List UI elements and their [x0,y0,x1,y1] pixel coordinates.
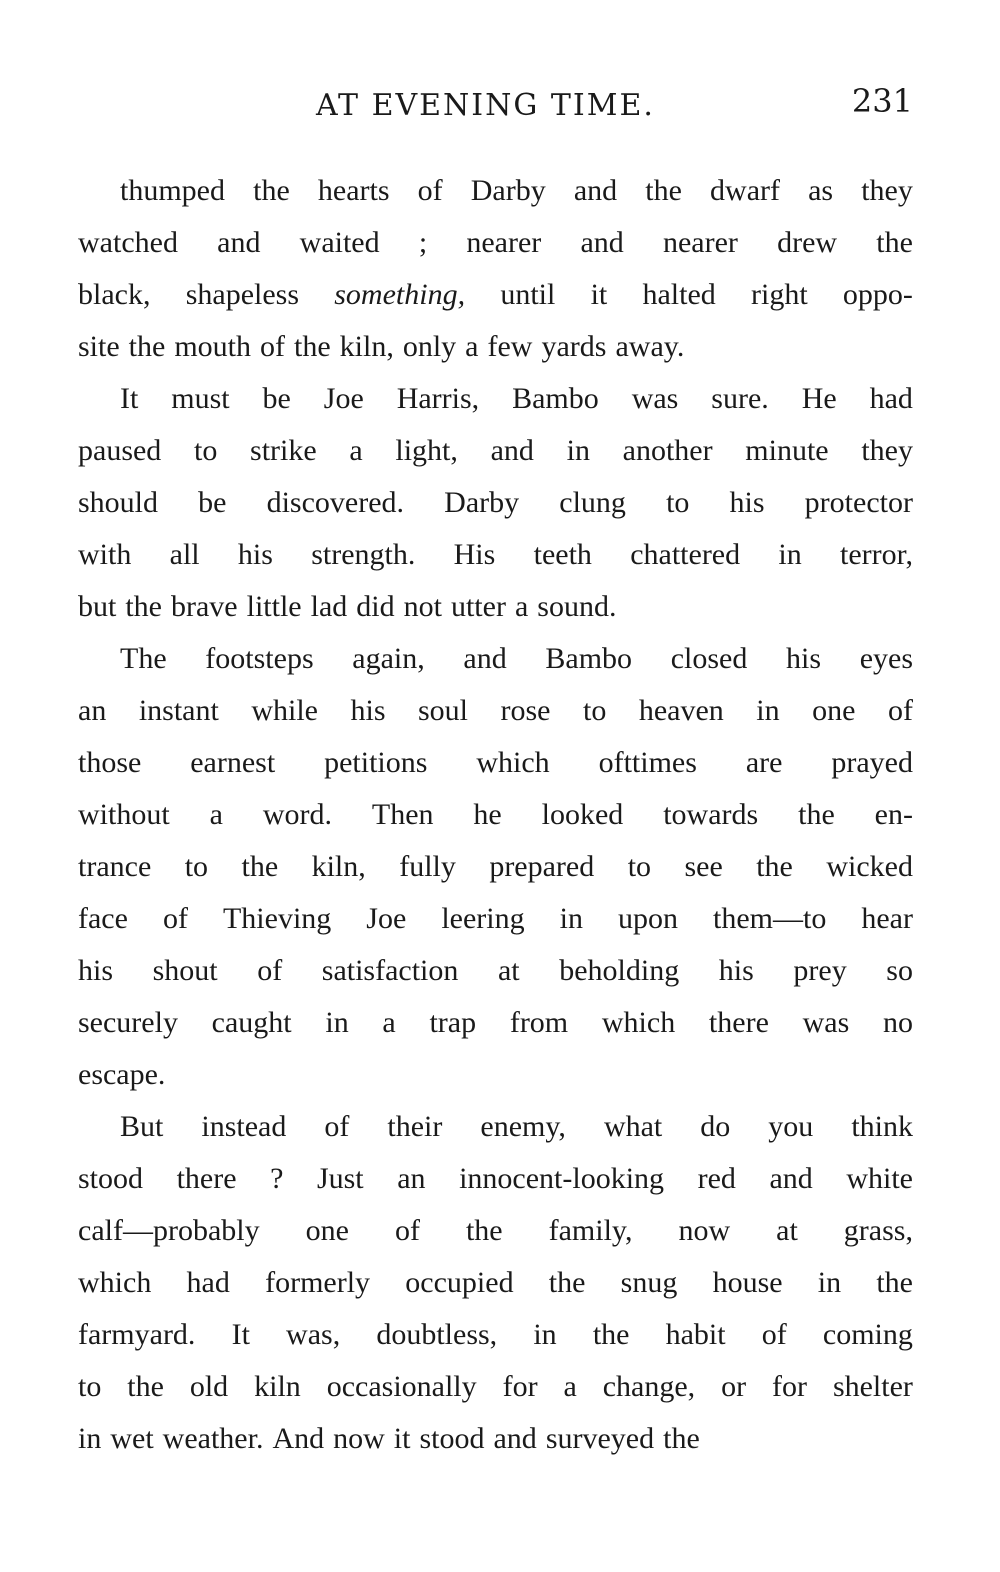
paragraph [78,373,913,633]
text-line: but the brave little lad did not utter a sound. [78,590,617,623]
text-line: But instead of their enemy, what do you think [120,1110,913,1143]
text-line: to the old kiln occasionally for a change, or for shelter [78,1370,913,1403]
text-line: black, shapeless something, until it halted right oppo- [78,278,913,311]
text-line: should be discovered. Darby clung to his protector [78,486,913,519]
text-line: without a word. Then he looked towards the en- [78,798,913,831]
text-line: thumped the hearts of Darby and the dwarf as they [120,174,913,207]
running-title: AT EVENING TIME. [316,88,655,123]
text-line: with all his strength. His teeth chattered in terror, [78,538,913,571]
text-line: calf—probably one of the family, now at grass, [78,1214,913,1247]
text-line: which had formerly occupied the snug house in the [78,1266,913,1299]
running-head [78,70,913,140]
text-line: face of Thieving Joe leering in upon them—to hear [78,902,913,935]
paragraph [78,165,913,373]
text-line: The footsteps again, and Bambo closed his eyes [120,642,913,675]
text-line: trance to the kiln, fully prepared to see the wicked [78,850,913,883]
page-number: 231 [851,82,913,120]
text-line: those earnest petitions which ofttimes are prayed [78,746,913,779]
text-line: in wet weather. And now it stood and surveyed the [78,1422,700,1455]
text-line: site the mouth of the kiln, only a few yards away. [78,330,685,363]
text-line: watched and waited ; nearer and nearer drew the [78,226,913,259]
text-line: stood there ? Just an innocent-looking red and white [78,1162,913,1195]
body-text [78,165,913,1465]
text-line: It must be Joe Harris, Bambo was sure. He had [120,382,913,415]
paragraph [78,633,913,1101]
text-line: paused to strike a light, and in another minute they [78,434,913,467]
text-line: securely caught in a trap from which there was no [78,1006,913,1039]
text-line: escape. [78,1058,166,1091]
text-line: farmyard. It was, doubtless, in the habit of coming [78,1318,913,1351]
book-page [78,70,913,1465]
paragraph [78,1101,913,1465]
text-line: his shout of satisfaction at beholding his prey so [78,954,913,987]
text-line: an instant while his soul rose to heaven in one of [78,694,913,727]
